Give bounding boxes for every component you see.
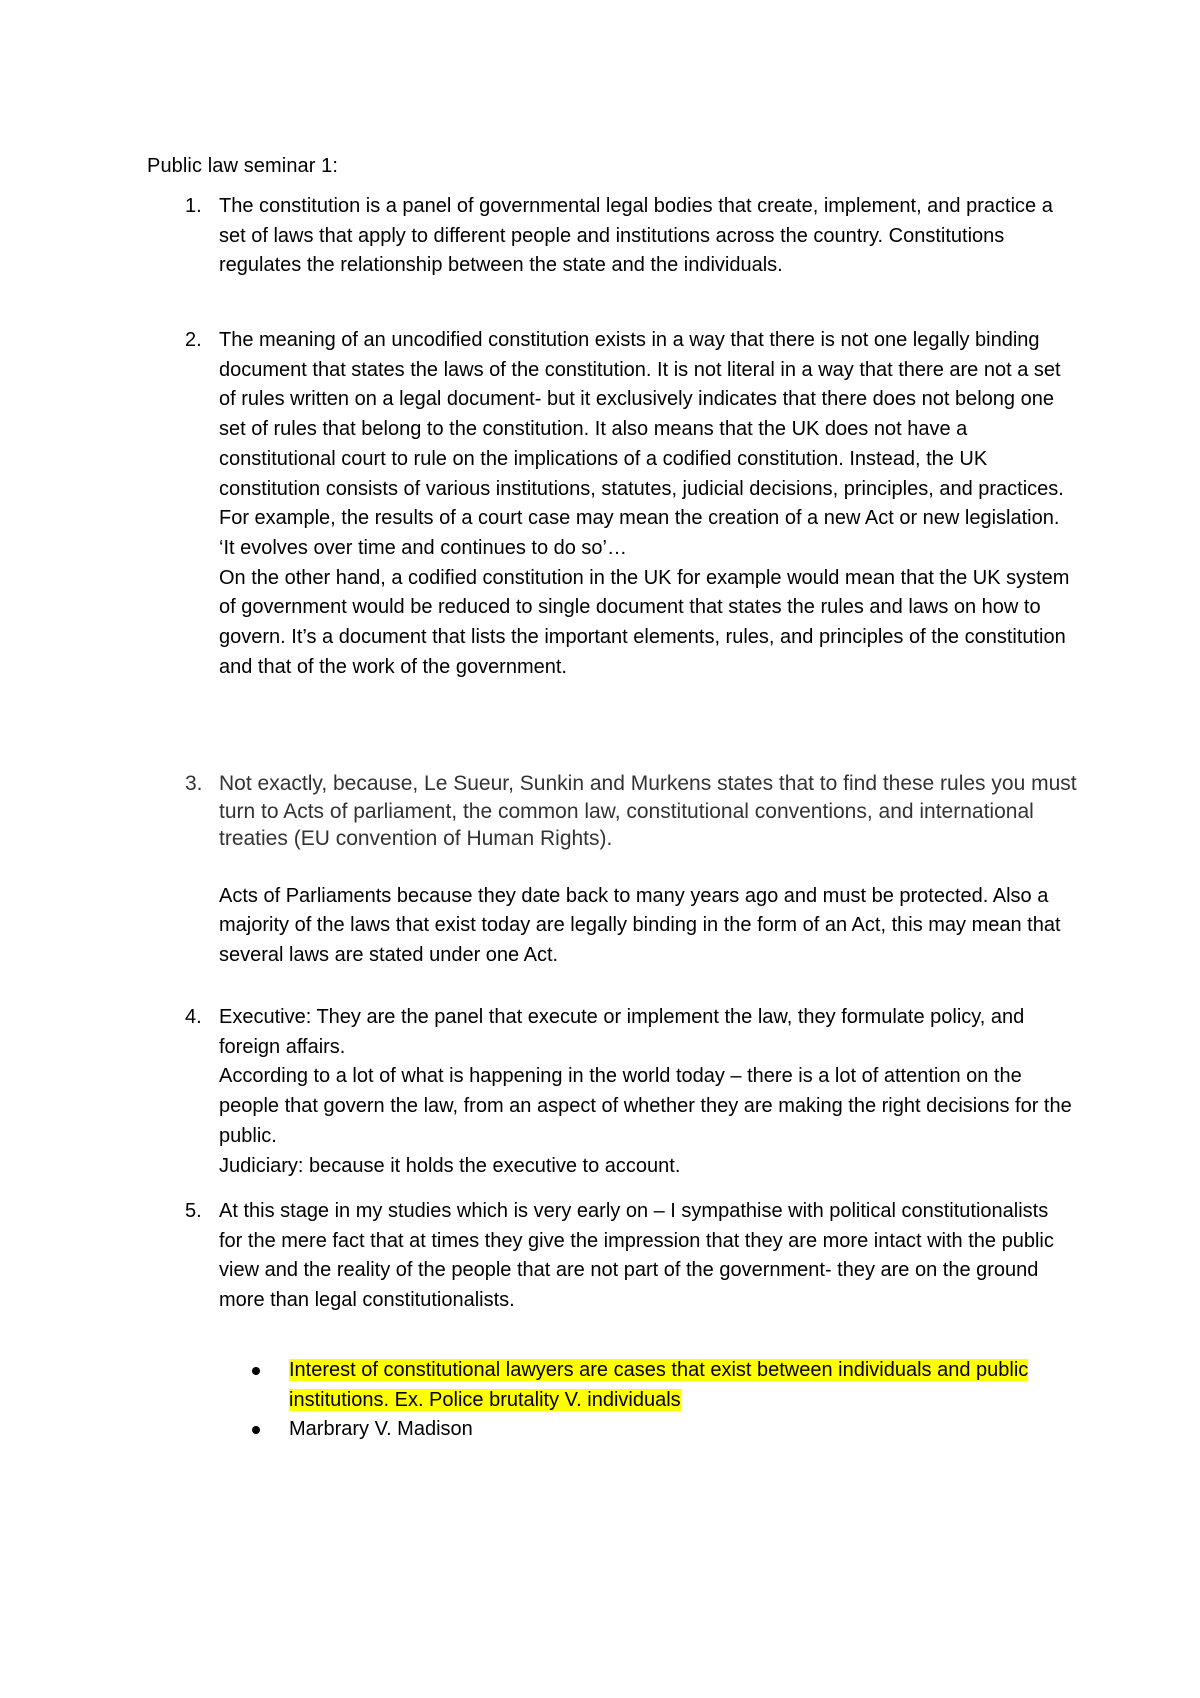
bullet-icon bbox=[252, 1367, 260, 1375]
list-number: 4. bbox=[185, 1006, 202, 1028]
list-item-4 bbox=[147, 1003, 1077, 1181]
list-item-1 bbox=[147, 192, 1077, 281]
paragraph: Not exactly, because, Le Sueur, Sunkin and Murkens states that to find these rules you must turn to Acts of parliament, the common law, constitutional conventions, and international treaties (EU convention of Human Rights). bbox=[219, 772, 1077, 850]
list-item-body bbox=[219, 1197, 1077, 1316]
list-item-body bbox=[219, 326, 1077, 682]
bullet-item bbox=[289, 1415, 1079, 1445]
list-item-5 bbox=[147, 1197, 1077, 1316]
list-number: 3. bbox=[185, 772, 203, 795]
paragraph: Acts of Parliaments because they date back to many years ago and must be protected. Also a majority of the laws that exist today are legally binding in the form of an Act, this may mean that several laws are stated under one Act. bbox=[219, 884, 1061, 966]
list-item-body bbox=[219, 770, 1077, 971]
list-item-2 bbox=[147, 326, 1077, 682]
highlighted-text: Interest of constitutional lawyers are cases that exist between individuals and public institutions. Ex. Police brutality V. individuals bbox=[289, 1359, 1029, 1411]
list-number: 1. bbox=[185, 195, 202, 217]
paragraph: According to a lot of what is happening in the world today – there is a lot of attention on the people that govern the law, from an aspect of whether they are making the right decisions for the public. bbox=[219, 1065, 1072, 1147]
list-item-body bbox=[219, 192, 1077, 281]
list-number: 2. bbox=[185, 329, 202, 351]
bullet-icon bbox=[252, 1426, 260, 1434]
paragraph: The meaning of an uncodified constitution exists in a way that there is not one legally binding document that states the laws of the constitution. It is not literal in a way that there are not a set of rules written on a legal document- but it exclusively indicates that there does not belong one set of rules that belong to the constitution. It also means that the UK does not have a constitutional court to rule on the implications of a codified constitution. Instead, the UK constitution consists of various institutions, statutes, judicial decisions, principles, and practices. For example, the results of a court case may mean the creation of a new Act or new legislation. ‘It evolves over time and continues to do so’… bbox=[219, 329, 1064, 559]
list-item-3 bbox=[147, 770, 1077, 971]
page-title: Public law seminar 1: bbox=[147, 155, 339, 177]
paragraph: On the other hand, a codified constitution in the UK for example would mean that the UK system of government would be reduced to single document that states the rules and laws on how to govern. It’s a document that lists the important elements, rules, and principles of the constitution and that of the work of the government. bbox=[219, 566, 1070, 678]
bullet-item bbox=[289, 1356, 1079, 1415]
paragraph: Judiciary: because it holds the executive to account. bbox=[219, 1154, 681, 1177]
bullet-text: Marbrary V. Madison bbox=[289, 1418, 473, 1441]
paragraph: At this stage in my studies which is very early on – I sympathise with political constitutionalists for the mere fact that at times they give the impression that they are more intact with the public view and the reality of the people that are not part of the government- they are on the ground more than legal constitutionalists. bbox=[219, 1200, 1054, 1312]
bullet-list bbox=[147, 1356, 1077, 1445]
paragraph: Executive: They are the panel that execute or implement the law, they formulate policy, and foreign affairs. bbox=[219, 1006, 1025, 1058]
list-item-body bbox=[219, 1003, 1077, 1181]
list-number: 5. bbox=[185, 1200, 202, 1222]
paragraph: The constitution is a panel of governmental legal bodies that create, implement, and practice a set of laws that apply to different people and institutions across the country. Constitutions regulates the relationship between the state and the individuals. bbox=[219, 195, 1053, 277]
